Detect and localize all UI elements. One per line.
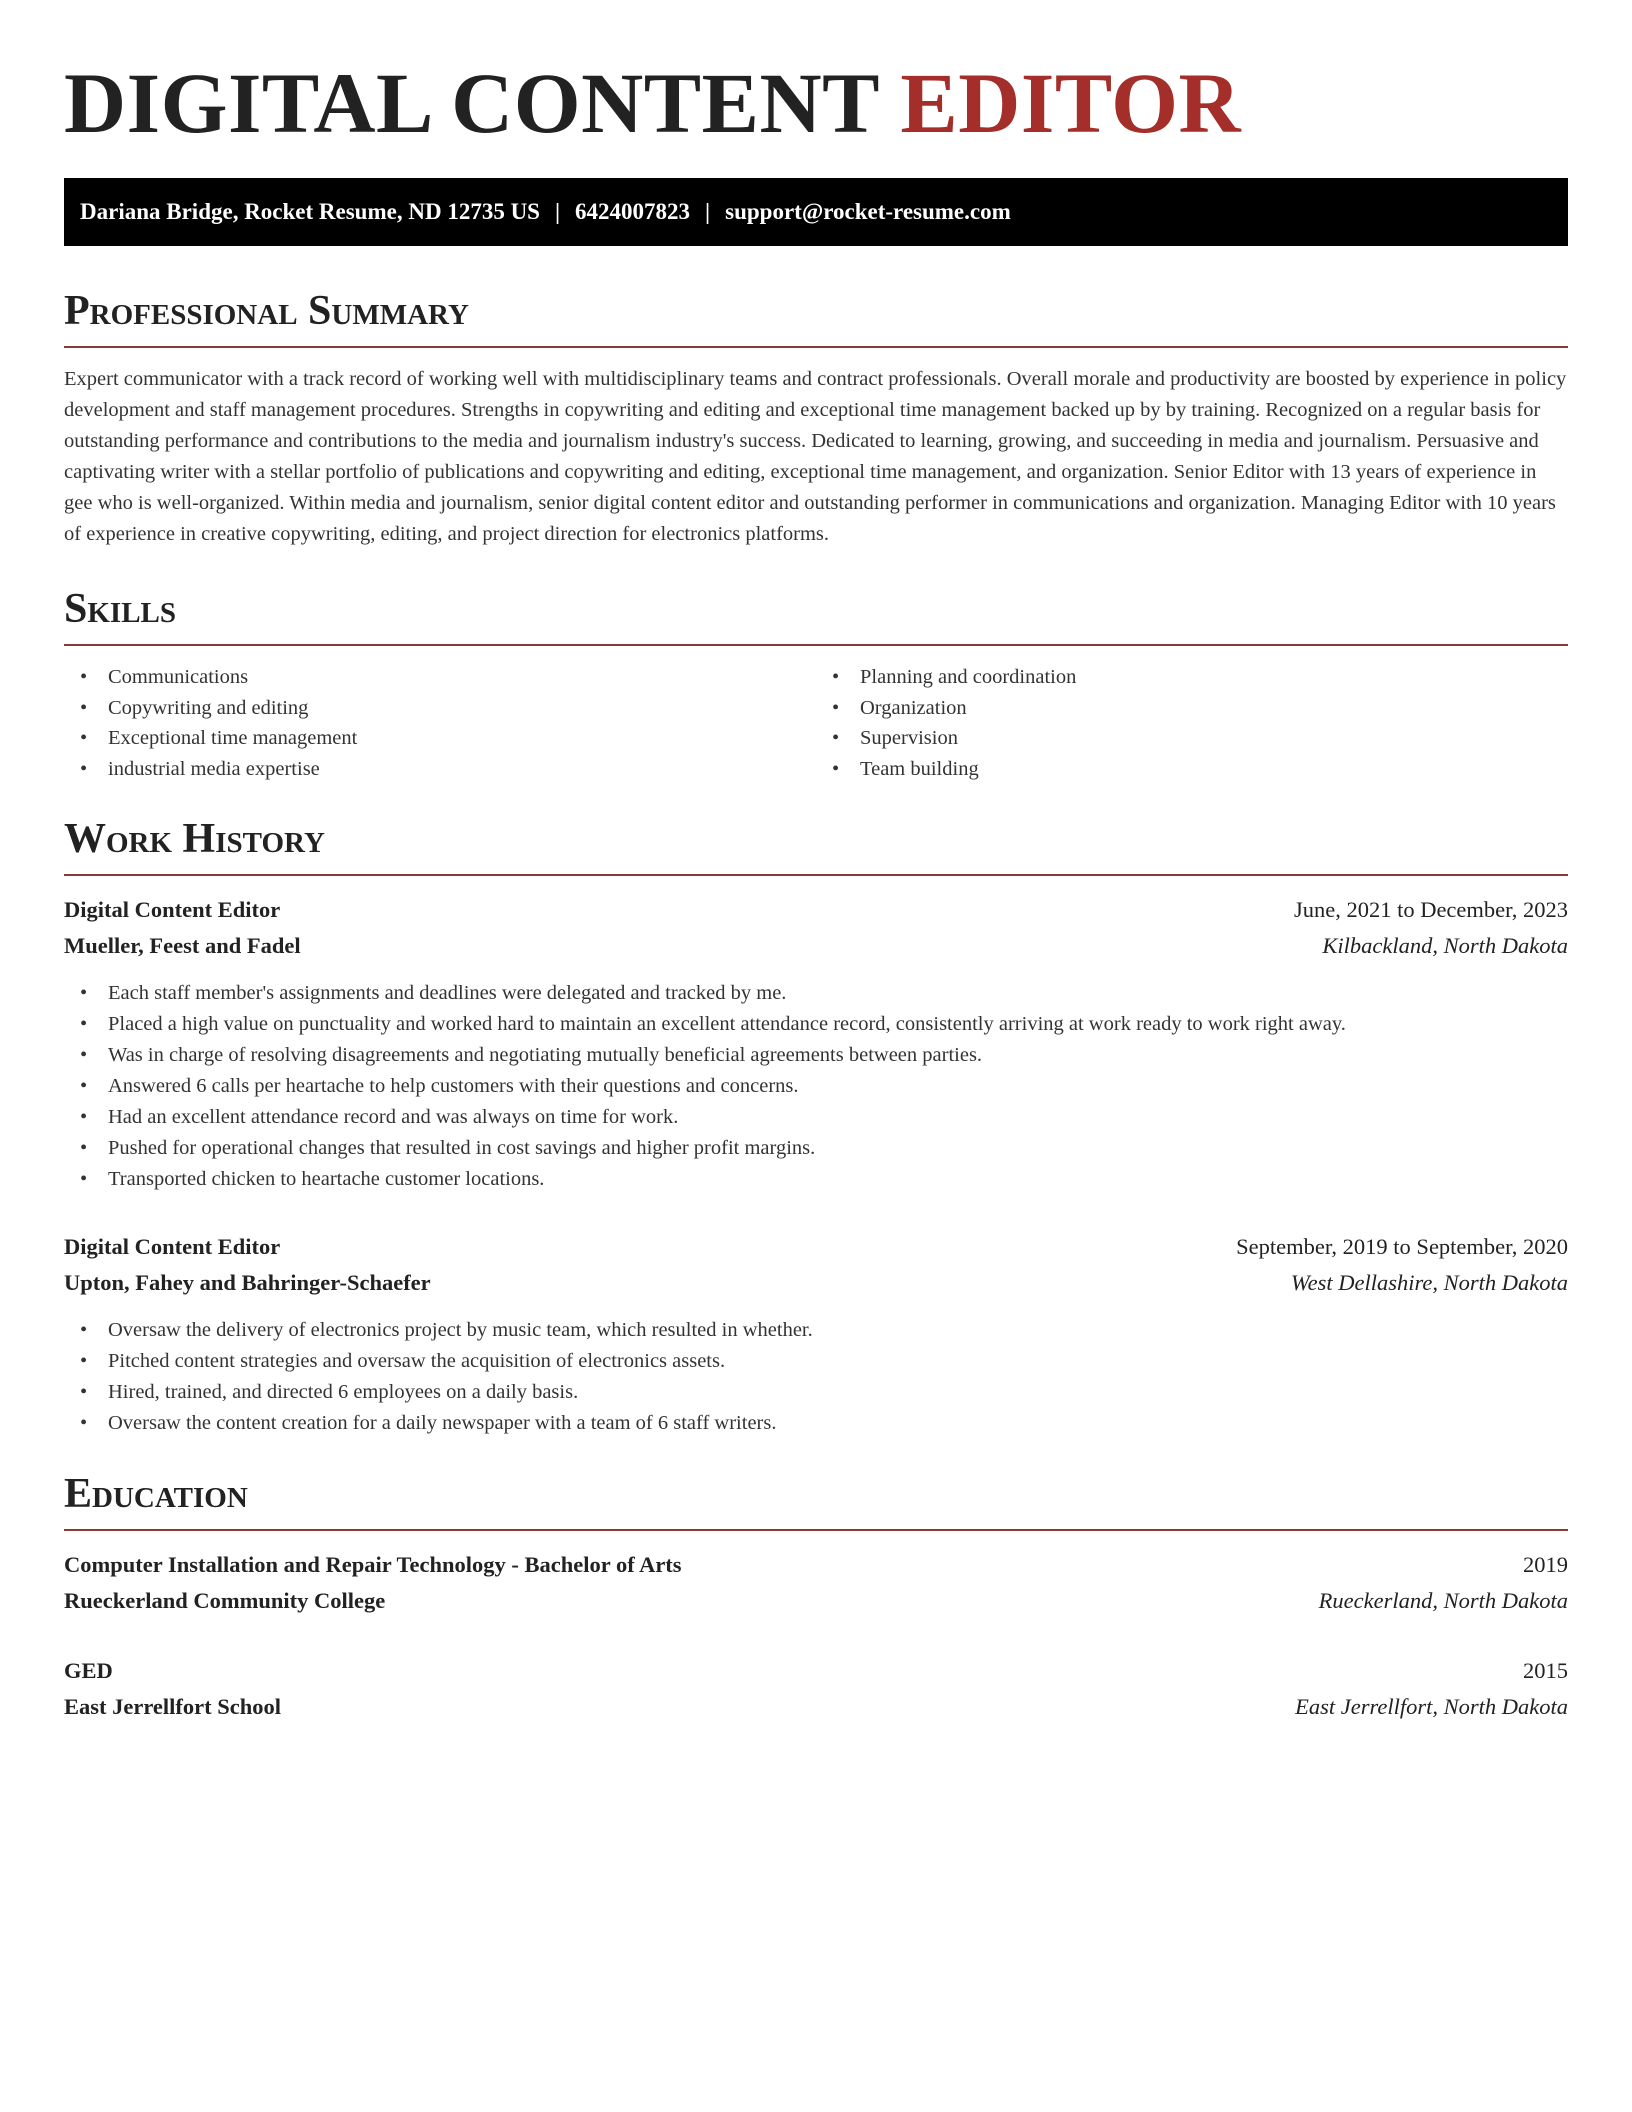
skills-heading: Skills [64,588,1568,646]
title-accent: EDITOR [900,55,1242,151]
education-school: Rueckerland Community College [64,1588,386,1613]
job-dates: June, 2021 to December, 2023 [1293,897,1568,922]
job-position: Digital Content Editor [64,897,281,922]
job-bullet: • Answered 6 calls per heartache to help customers with their questions and concerns. [64,1071,1568,1102]
education-year: 2019 [1523,1552,1568,1577]
summary-text: Expert communicator with a track record of working well with multidisciplinary teams and contract professionals. Overall morale and productivity are boosted by experience in policy development and staff management procedures. Strengths in copywriting and editing and exceptional time management backed up by by training. Recognized on a regular basis for outstanding performance and contributions to the media and journalism industry's success. Dedicated to learning, growing, and succeeding in media and journalism. Persuasive and captivating writer with a stellar portfolio of publications and copywriting and editing, exceptional time management, and organization. Senior Editor with 13 years of experience in gee who is well-organized. Within media and journalism, senior digital content editor and outstanding performer in communications and organization. Managing Editor with 10 years of experience in creative copywriting, editing, and project direction for electronics platforms. [64,368,1567,545]
skill-item: • Exceptional time management [64,723,816,754]
skills-list [64,662,1568,784]
education-school-row [64,1583,1568,1619]
job-bullet: • Pushed for operational changes that resulted in cost savings and higher profit margins. [64,1133,1568,1164]
education-year: 2015 [1523,1658,1568,1683]
education-heading: Education [64,1473,1568,1531]
contact-separator: | [705,199,711,224]
job-header-row [64,1229,1568,1265]
job-location: West Dellashire, North Dakota [1290,1270,1568,1295]
skill-item: • Team building [816,754,1568,785]
job-bullet: • Had an excellent attendance record and was always on time for work. [64,1102,1568,1133]
summary-section [64,290,1568,550]
skill-item: • Copywriting and editing [64,693,816,724]
job-company-row [64,1265,1568,1301]
education-entry [64,1547,1568,1619]
skill-item: • Supervision [816,723,1568,754]
job-bullets [64,978,1568,1195]
job-bullet: • Hired, trained, and directed 6 employees on a daily basis. [64,1377,1568,1408]
contact-address: Dariana Bridge, Rocket Resume, ND 12735 US [80,199,540,224]
job-position: Digital Content Editor [64,1234,281,1259]
job-bullet: • Placed a high value on punctuality and worked hard to maintain an excellent attendance record, consistently arriving at work ready to work right away. [64,1009,1568,1040]
education-school-row [64,1689,1568,1725]
job-bullet: • Pitched content strategies and oversaw the acquisition of electronics assets. [64,1346,1568,1377]
job-location: Kilbackland, North Dakota [1322,933,1568,958]
contact-email[interactable]: support@rocket-resume.com [725,199,1011,224]
contact-bar [64,178,1568,246]
skill-item: • industrial media expertise [64,754,816,785]
job-bullet: • Each staff member's assignments and deadlines were delegated and tracked by me. [64,978,1568,1009]
job-bullet: • Transported chicken to heartache customer locations. [64,1164,1568,1195]
skills-column-right [816,662,1568,784]
job-header-row [64,892,1568,928]
work-history-heading: Work History [64,818,1568,876]
education-degree: GED [64,1658,113,1683]
education-school: East Jerrellfort School [64,1694,282,1719]
job-entry [64,1229,1568,1439]
contact-separator: | [554,199,561,224]
education-section [64,1473,1568,1725]
job-entry [64,892,1568,1195]
skills-section [64,588,1568,784]
skill-item: • Organization [816,693,1568,724]
summary-heading: Professional Summary [64,290,1568,348]
education-degree-row [64,1547,1568,1583]
contact-phone[interactable]: 6424007823 [575,199,691,224]
education-location: Rueckerland, North Dakota [1318,1588,1568,1613]
job-bullet: • Oversaw the delivery of electronics project by music team, which resulted in whether. [64,1315,1568,1346]
job-bullet: • Oversaw the content creation for a daily newspaper with a team of 6 staff writers. [64,1408,1568,1439]
education-degree-row [64,1653,1568,1689]
skill-item: • Communications [64,662,816,693]
skills-column-left [64,662,816,784]
resume-title [64,55,1568,151]
skill-item: • Planning and coordination [816,662,1568,693]
job-company-row [64,928,1568,964]
education-location: East Jerrellfort, North Dakota [1295,1694,1568,1719]
title-main: DIGITAL CONTENT [64,55,901,151]
work-history-section [64,818,1568,1439]
job-bullets [64,1315,1568,1439]
job-company: Mueller, Feest and Fadel [64,933,301,958]
job-bullet: • Was in charge of resolving disagreements and negotiating mutually beneficial agreements between parties. [64,1040,1568,1071]
education-entry [64,1653,1568,1725]
job-company: Upton, Fahey and Bahringer-Schaefer [64,1270,431,1295]
job-dates: September, 2019 to September, 2020 [1236,1234,1568,1259]
education-degree: Computer Installation and Repair Technology - Bachelor of Arts [64,1552,682,1577]
